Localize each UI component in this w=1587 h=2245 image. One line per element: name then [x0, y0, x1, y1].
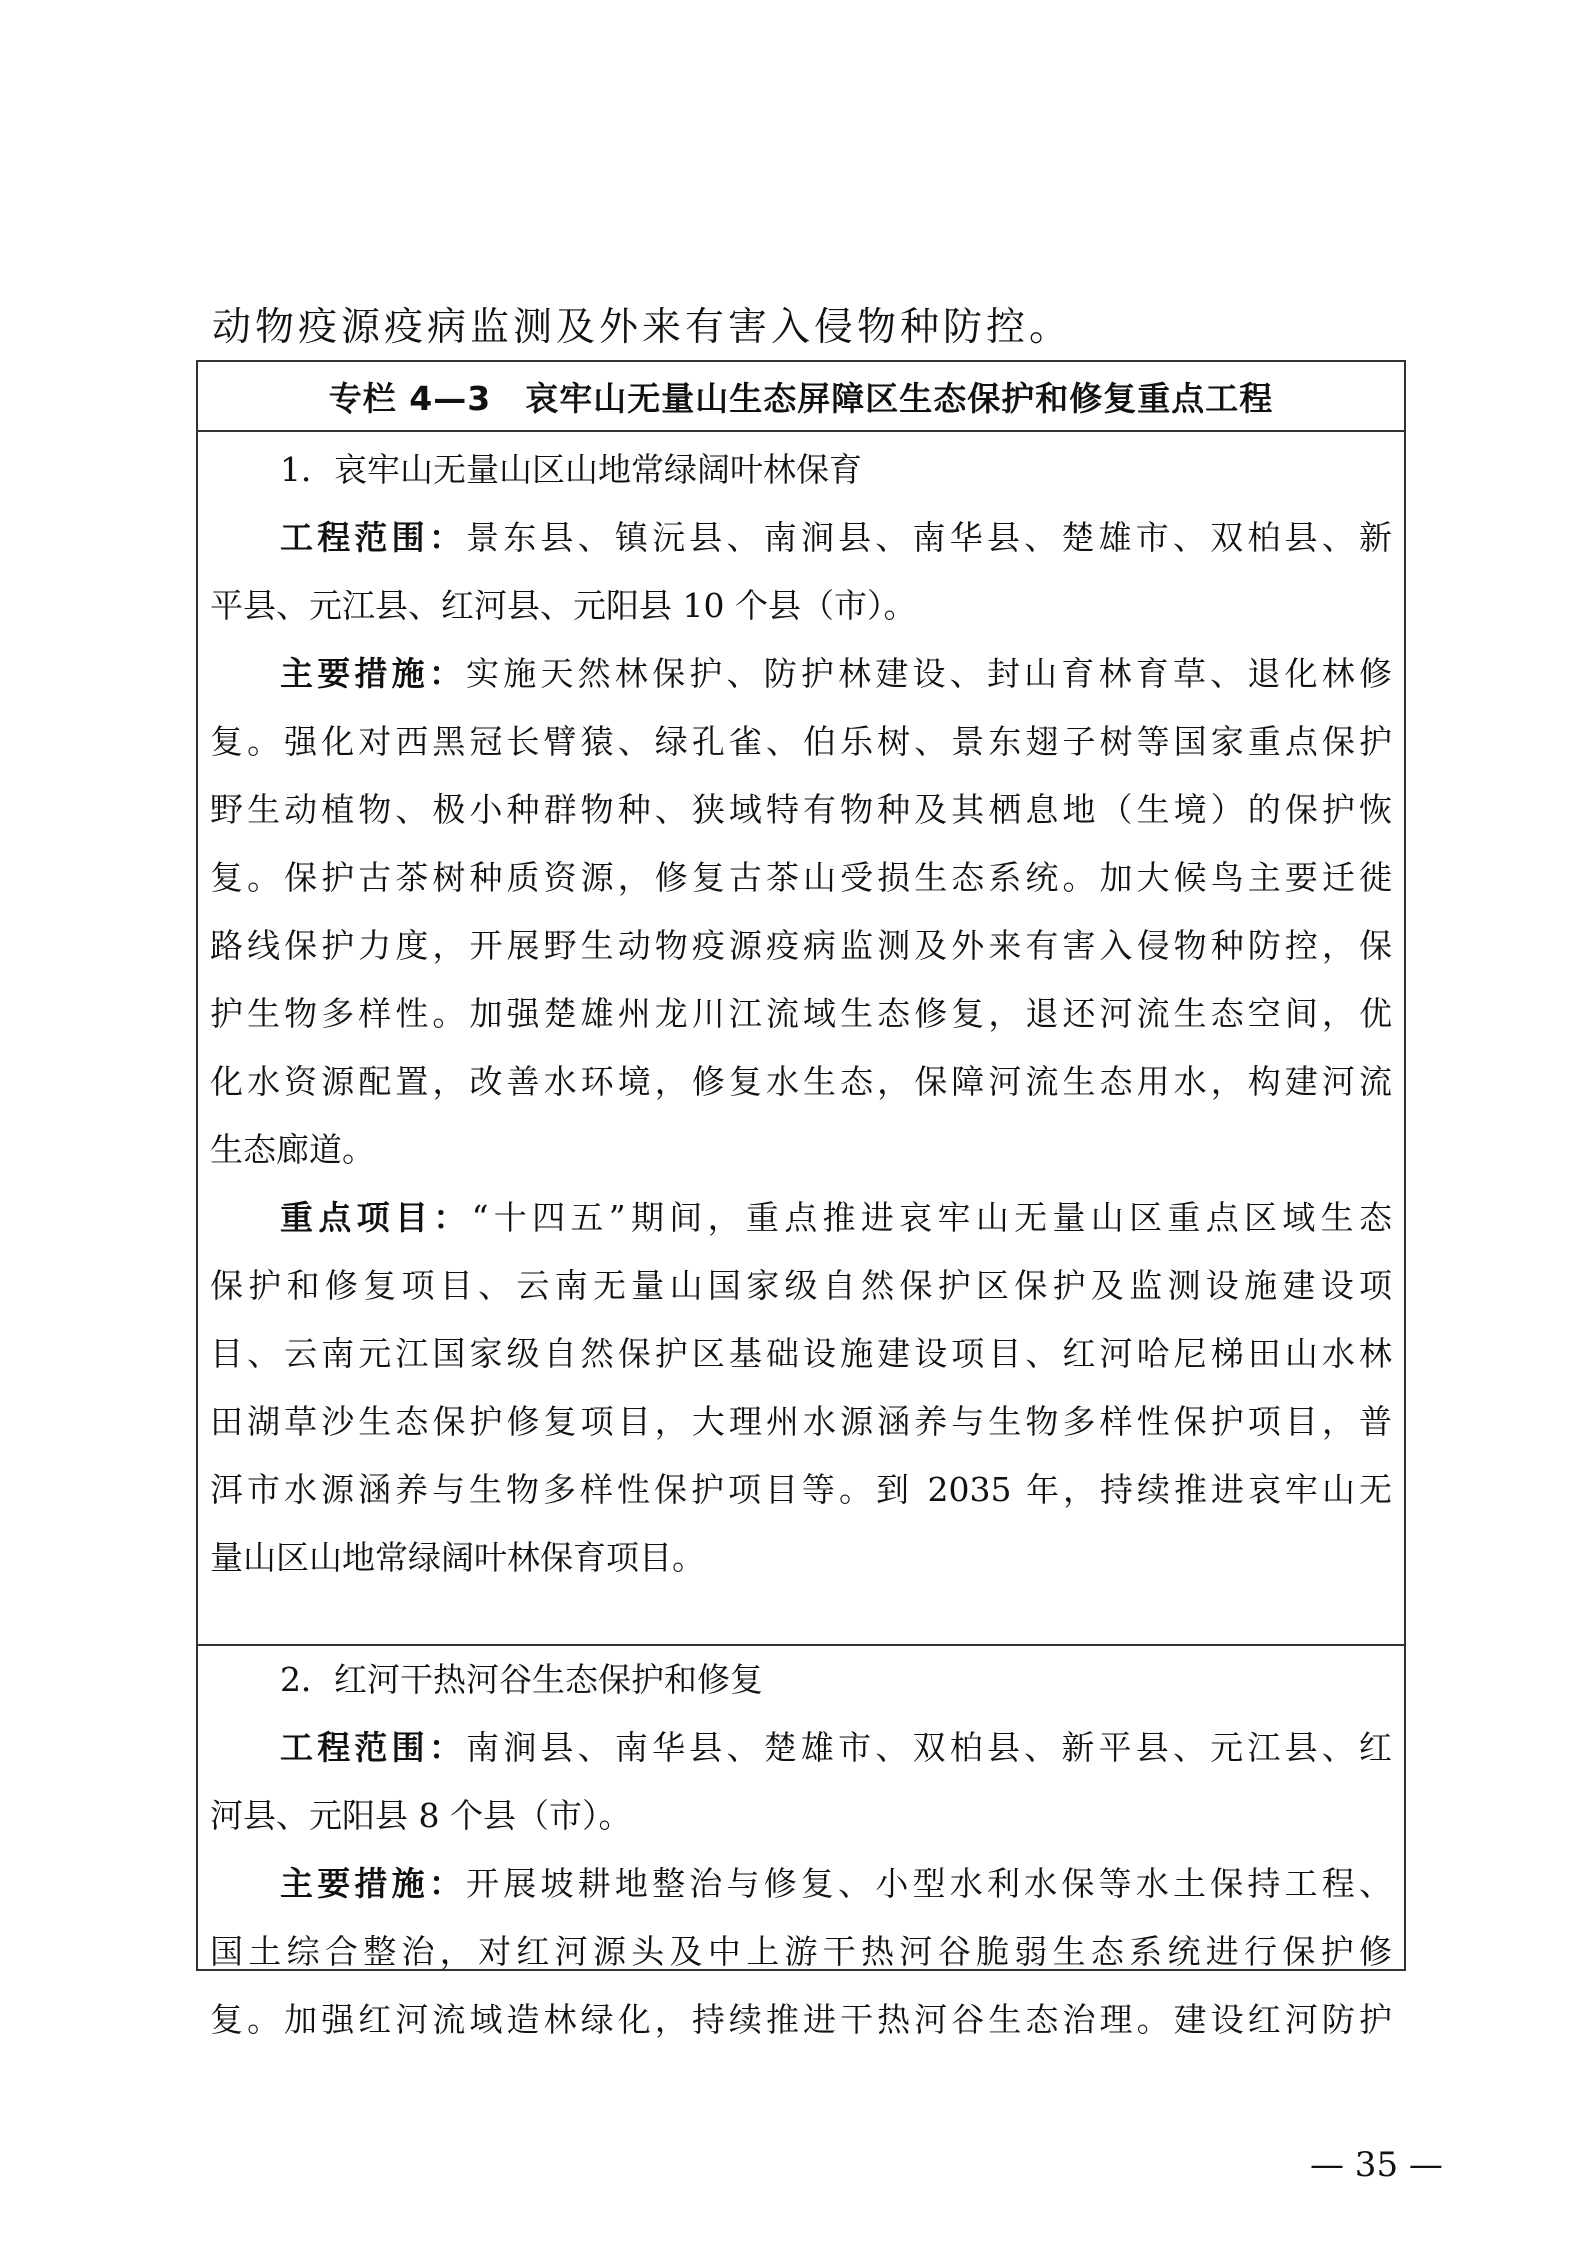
section-1-heading: 1．哀牢山无量山区山地常绿阔叶林保育 — [280, 450, 862, 489]
section-1-measures-line: 路线保护力度，开展野生动物疫源疫病监测及外来有害入侵物种防控，保 — [210, 926, 1392, 965]
section-2 — [198, 1646, 1404, 2054]
section-2-heading: 2．红河干热河谷生态保护和修复 — [280, 1660, 763, 1699]
section-1-measures-line: 复。强化对西黑冠长臂猿、绿孔雀、伯乐树、景东翅子树等国家重点保护 — [210, 722, 1392, 761]
feature-box — [196, 360, 1406, 2039]
measures-label: 主要措施： — [280, 654, 467, 693]
scope-text: 南涧县、南华县、楚雄市、双柏县、新平县、元江县、红 — [466, 1728, 1392, 1767]
section-1-projects-line: 田湖草沙生态保护修复项目，大理州水源涵养与生物多样性保护项目，普 — [210, 1402, 1392, 1441]
section-1-projects-line: 洱市水源涵养与生物多样性保护项目等。到 2035 年，持续推进哀牢山无 — [210, 1470, 1392, 1509]
box-title: 专栏 4—3 哀牢山无量山生态屏障区生态保护和修复重点工程 — [198, 362, 1404, 432]
section-1-projects-line-1 — [210, 1184, 1392, 1252]
section-1-measures-line: 野生动植物、极小种群物种、狭域特有物种及其栖息地（生境）的保护恢 — [210, 790, 1392, 829]
section-1-measures-line: 生态廊道。 — [210, 1130, 375, 1169]
scope-text: 景东县、镇沅县、南涧县、南华县、楚雄市、双柏县、新 — [466, 518, 1392, 557]
projects-text: “十四五”期间，重点推进哀牢山无量山区重点区域生态 — [471, 1198, 1392, 1237]
section-1-scope-line-1 — [210, 504, 1392, 572]
page-number: — 35 — — [1310, 2145, 1443, 2185]
lead-text: 动物疫源疫病监测及外来有害入侵物种防控。 — [212, 305, 1073, 350]
measures-text: 开展坡耕地整治与修复、小型水利水保等水土保持工程、 — [466, 1864, 1392, 1903]
section-2-measures-line: 复。加强红河流域造林绿化，持续推进干热河谷生态治理。建设红河防护 — [210, 2000, 1392, 2039]
section-1-measures-line: 化水资源配置，改善水环境，修复水生态，保障河流生态用水，构建河流 — [210, 1062, 1392, 1101]
section-1-projects-line: 目、云南元江国家级自然保护区基础设施建设项目、红河哈尼梯田山水林 — [210, 1334, 1392, 1373]
scope-label: 工程范围： — [280, 1728, 467, 1767]
measures-text: 实施天然林保护、防护林建设、封山育林育草、退化林修 — [466, 654, 1392, 693]
section-1-measures-line-1 — [210, 640, 1392, 708]
projects-label: 重点项目： — [280, 1198, 472, 1237]
section-2-scope-line-2: 河县、元阳县 8 个县（市）。 — [210, 1796, 632, 1835]
section-2-scope-line-1 — [210, 1714, 1392, 1782]
scope-label: 工程范围： — [280, 518, 467, 557]
section-1-projects-line: 量山区山地常绿阔叶林保育项目。 — [210, 1538, 705, 1577]
section-1-projects-line: 保护和修复项目、云南无量山国家级自然保护区保护及监测设施建设项 — [210, 1266, 1392, 1305]
measures-label: 主要措施： — [280, 1864, 467, 1903]
section-1-scope-line-2: 平县、元江县、红河县、元阳县 10 个县（市）。 — [210, 586, 917, 625]
section-1 — [198, 436, 1404, 1646]
section-2-measures-line-1 — [210, 1850, 1392, 1918]
section-2-measures-line: 国土综合整治，对红河源头及中上游干热河谷脆弱生态系统进行保护修 — [210, 1932, 1392, 1971]
section-1-measures-line: 护生物多样性。加强楚雄州龙川江流域生态修复，退还河流生态空间，优 — [210, 994, 1392, 1033]
section-1-measures-line: 复。保护古茶树种质资源，修复古茶山受损生态系统。加大候鸟主要迁徙 — [210, 858, 1392, 897]
